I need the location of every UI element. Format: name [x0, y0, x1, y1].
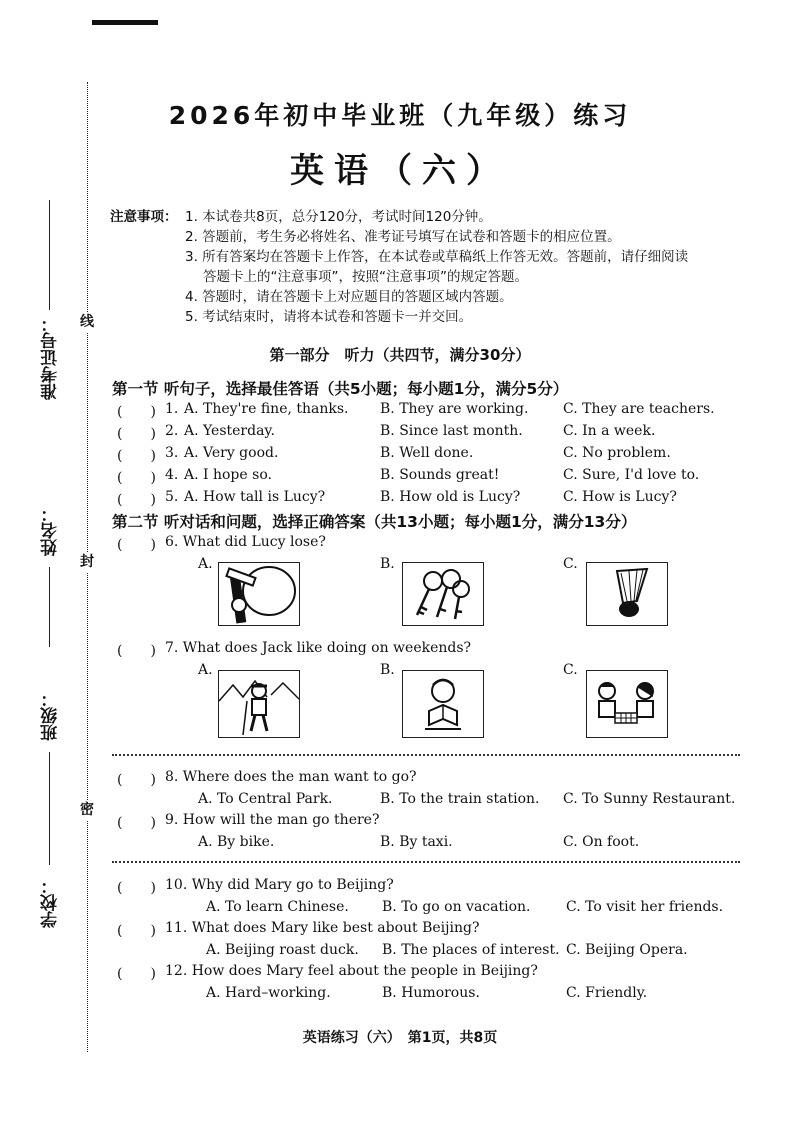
answer-blank[interactable]: ( ) — [117, 470, 156, 486]
subject-title: 英语（六） — [290, 151, 510, 191]
option-b: B. — [380, 662, 395, 678]
shuttlecock-icon — [587, 563, 667, 625]
question-text: 12. How does Mary feel about the people in Beijing? — [165, 963, 538, 979]
option-c: C. On foot. — [563, 834, 640, 850]
option-c: C. To Sunny Restaurant. — [563, 791, 736, 807]
option-a: A. To learn Chinese. — [206, 899, 349, 915]
option-c: C. Beijing Opera. — [566, 942, 688, 958]
part-one-title: 第一部分 听力（共四节，满分30分） — [269, 346, 531, 364]
answer-blank[interactable]: ( ) — [117, 492, 156, 508]
question-text: 9. How will the man go there? — [165, 812, 380, 828]
exam-number-blank — [49, 200, 50, 310]
question-number: 2. — [165, 423, 179, 439]
instruction-item: 1. 本试卷共8页，总分120分，考试时间120分钟。 — [185, 209, 492, 225]
name-label: 姓名： — [41, 505, 61, 556]
answer-blank[interactable]: ( ) — [117, 880, 156, 896]
dotted-divider — [112, 754, 740, 756]
seal-seal-char: 封 — [80, 554, 94, 570]
answer-blank[interactable]: ( ) — [117, 923, 156, 939]
option-c: C. Friendly. — [566, 985, 648, 1001]
question-number: 4. — [165, 467, 179, 483]
seal-secret-char: 密 — [80, 802, 94, 818]
option-a: A. — [198, 662, 213, 678]
question-text: 7. What does Jack like doing on weekends? — [165, 640, 472, 656]
answer-blank[interactable]: ( ) — [117, 772, 156, 788]
option-a: A. They're fine, thanks. — [184, 401, 349, 417]
question-number: 1. — [165, 401, 179, 417]
option-a: A. I hope so. — [184, 467, 272, 483]
option-a-picture[interactable] — [218, 670, 300, 738]
instruction-item: 4. 答题时，请在答题卡上对应题目的答题区域内答题。 — [185, 289, 513, 305]
option-a: A. Yesterday. — [184, 423, 275, 439]
exam-title: 2026年初中毕业班（九年级）练习 — [168, 101, 632, 130]
question-text: 10. Why did Mary go to Beijing? — [165, 877, 394, 893]
dotted-divider — [112, 861, 740, 863]
option-a: A. To Central Park. — [198, 791, 333, 807]
answer-blank[interactable]: ( ) — [117, 966, 156, 982]
school-field[interactable] — [36, 855, 66, 1045]
school-label: 学校： — [41, 877, 61, 928]
question-number: 5. — [165, 489, 179, 505]
answer-blank[interactable]: ( ) — [117, 404, 156, 420]
hiking-icon — [219, 671, 299, 737]
answer-blank[interactable]: ( ) — [117, 426, 156, 442]
keys-icon — [403, 563, 483, 625]
name-field[interactable] — [36, 505, 66, 655]
option-b: B. By taxi. — [380, 834, 453, 850]
option-c-picture[interactable] — [586, 670, 668, 738]
option-b: B. — [380, 556, 395, 572]
option-a: A. How tall is Lucy? — [184, 489, 326, 505]
school-blank — [49, 775, 50, 865]
option-a: A. By bike. — [198, 834, 275, 850]
seal-line-char: 线 — [80, 314, 94, 330]
option-a: A. Very good. — [184, 445, 279, 461]
option-c: C. In a week. — [563, 423, 656, 439]
instruction-item: 3. 所有答案均在答题卡上作答，在本试卷或草稿纸上作答无效。答题前，请仔细阅读 — [185, 249, 689, 265]
option-c: C. — [563, 556, 578, 572]
option-c: C. No problem. — [563, 445, 671, 461]
option-b-picture[interactable] — [402, 670, 484, 738]
option-b-picture[interactable] — [402, 562, 484, 626]
option-b: B. How old is Lucy? — [380, 489, 521, 505]
section-two-title: 第二节 听对话和问题，选择正确答案（共13小题；每小题1分，满分13分） — [112, 513, 637, 531]
answer-blank[interactable]: ( ) — [117, 448, 156, 464]
option-b: B. To go on vacation. — [382, 899, 531, 915]
question-text: 6. What did Lucy lose? — [165, 534, 326, 550]
question-text: 8. Where does the man want to go? — [165, 769, 417, 785]
option-c: C. — [563, 662, 578, 678]
instruction-item: 5. 考试结束时，请将本试卷和答题卡一并交回。 — [185, 309, 473, 325]
option-c: C. Sure, I'd love to. — [563, 467, 700, 483]
option-a: A. Beijing roast duck. — [206, 942, 359, 958]
answer-blank[interactable]: ( ) — [117, 815, 156, 831]
instructions-label: 注意事项： — [110, 209, 178, 225]
name-blank — [49, 567, 50, 647]
section-one-title: 第一节 听句子，选择最佳答语（共5小题；每小题1分，满分5分） — [112, 380, 569, 398]
option-b: B. Sounds great! — [380, 467, 500, 483]
instruction-item: 2. 答题前，考生务必将姓名、准考证号填写在试卷和答题卡的相应位置。 — [185, 229, 621, 245]
exam-number-field[interactable] — [36, 200, 66, 420]
option-c: C. How is Lucy? — [563, 489, 677, 505]
option-a-picture[interactable] — [218, 562, 300, 626]
answer-blank[interactable]: ( ) — [117, 643, 156, 659]
option-c: C. They are teachers. — [563, 401, 715, 417]
top-mark — [92, 20, 158, 25]
option-b: B. The places of interest. — [382, 942, 560, 958]
option-b: B. Humorous. — [382, 985, 480, 1001]
option-c-picture[interactable] — [586, 562, 668, 626]
option-b: B. They are working. — [380, 401, 529, 417]
class-label: 班级： — [41, 690, 61, 741]
instruction-item: 答题卡上的“注意事项”，按照“注意事项”的规定答题。 — [203, 269, 528, 285]
page-footer: 英语练习（六） 第1页，共8页 — [302, 1030, 498, 1046]
option-b: B. Since last month. — [380, 423, 523, 439]
answer-blank[interactable]: ( ) — [117, 537, 156, 553]
exam-number-label: 准考证号： — [41, 315, 61, 400]
option-a: A. Hard–working. — [206, 985, 331, 1001]
question-text: 11. What does Mary like best about Beijing? — [165, 920, 480, 936]
chess-icon — [587, 671, 667, 737]
option-b: B. To the train station. — [380, 791, 540, 807]
reading-icon — [403, 671, 483, 737]
question-number: 3. — [165, 445, 179, 461]
class-field[interactable] — [36, 690, 66, 830]
option-b: B. Well done. — [380, 445, 474, 461]
option-c: C. To visit her friends. — [566, 899, 724, 915]
option-a: A. — [198, 556, 213, 572]
table-tennis-icon — [219, 563, 299, 625]
